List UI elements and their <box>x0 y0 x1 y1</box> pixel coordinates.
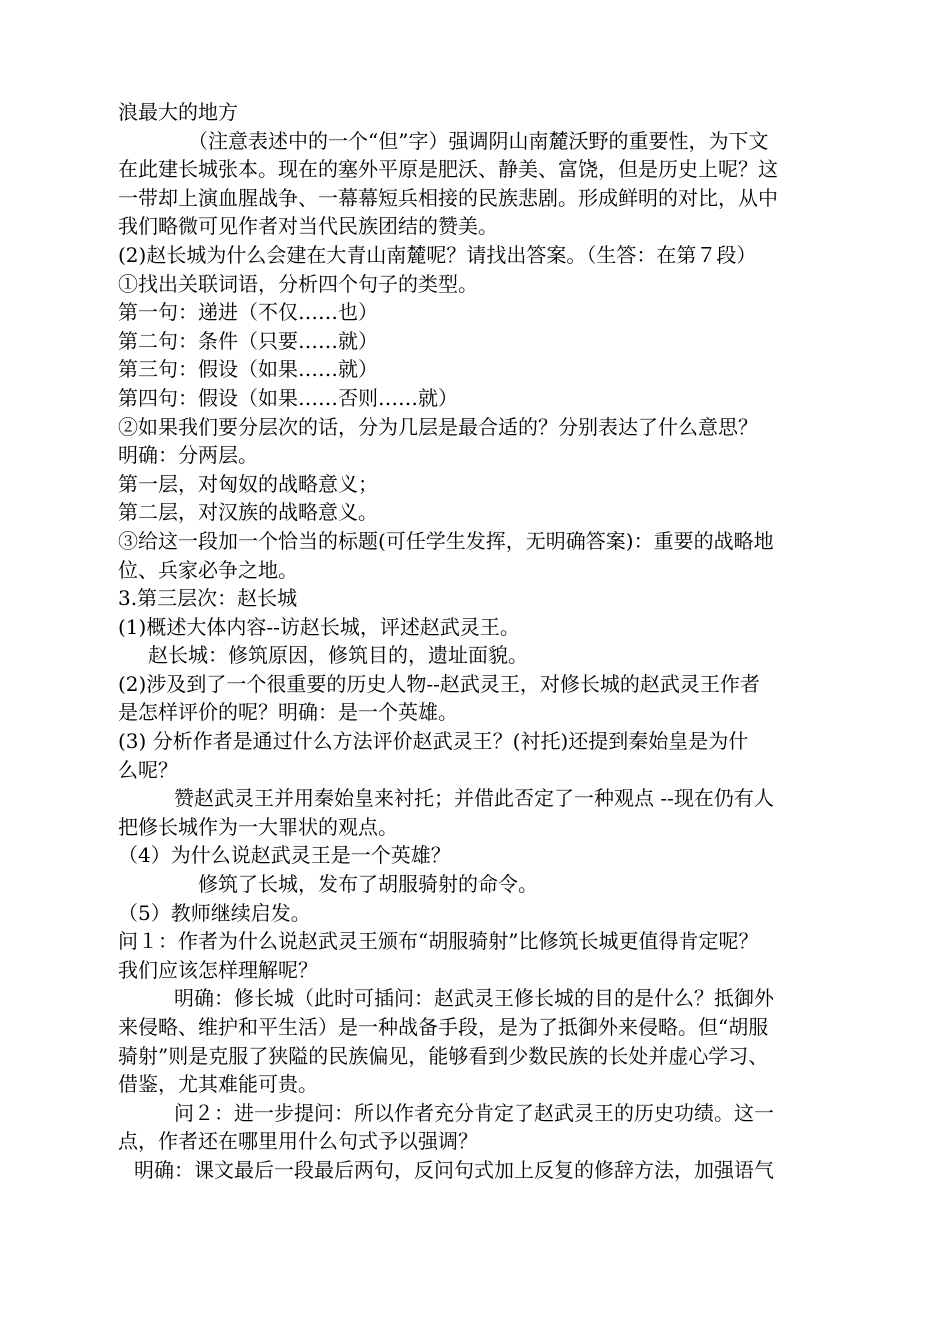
text-line: 第二句：条件（只要……就） <box>118 328 378 353</box>
document-page <box>118 98 834 1185</box>
text-line: 一带却上演血腥战争、一幕幕短兵相接的民族悲剧。形成鲜明的对比，从中 <box>118 185 778 210</box>
text-line: 问１：作者为什么说赵武灵王颁布“胡服骑射”比修筑长城更值得肯定呢？ <box>118 929 759 954</box>
text-line: （4）为什么说赵武灵王是一个英雄？ <box>118 843 451 868</box>
text-line: 明确：修长城（此时可插问：赵武灵王修长城的目的是什么？抵御外 <box>174 986 774 1011</box>
text-line: ①找出关联词语，分析四个句子的类型。 <box>118 271 478 296</box>
text-line: 明确：课文最后一段最后两句，反问句式加上反复的修辞方法，加强语气 <box>134 1157 774 1182</box>
text-line: 修筑了长城，发布了胡服骑射的命令。 <box>198 872 538 897</box>
text-line: ②如果我们要分层次的话，分为几层是最合适的？分别表达了什么意思？ <box>118 414 758 439</box>
text-line: (3) 分析作者是通过什么方法评价赵武灵王？(衬托)还提到秦始皇是为什 <box>118 729 749 754</box>
text-line: （5）教师继续启发。 <box>118 900 311 925</box>
text-line: 是怎样评价的呢？明确：是一个英雄。 <box>118 700 458 725</box>
text-line: 第一层，对匈奴的战略意义； <box>118 471 378 496</box>
text-line: 第三句：假设（如果……就） <box>118 357 378 382</box>
text-line: ③给这一段加一个恰当的标题(可任学生发挥，无明确答案)：重要的战略地 <box>118 528 774 553</box>
text-line: (2)赵长城为什么会建在大青山南麓呢？请找出答案。（生答：在第７段） <box>118 242 757 267</box>
text-line: 第四句：假设（如果……否则……就） <box>118 385 458 410</box>
text-line: (1)概述大体内容--访赵长城，评述赵武灵王。 <box>118 614 520 639</box>
text-line: 么呢？ <box>118 757 178 782</box>
text-line: 明确：分两层。 <box>118 443 258 468</box>
text-line: （注意表述中的一个“但”字）强调阴山南麓沃野的重要性，为下文 <box>188 128 769 153</box>
text-line: 第二层，对汉族的战略意义。 <box>118 500 378 525</box>
text-line: 借鉴，尤其难能可贵。 <box>118 1072 318 1097</box>
text-line: 问２：进一步提问：所以作者充分肯定了赵武灵王的历史功绩。这一 <box>174 1100 774 1125</box>
text-line: 我们应该怎样理解呢？ <box>118 957 318 982</box>
text-line: 第一句：递进（不仅……也） <box>118 300 378 325</box>
text-line: 骑射”则是克服了狭隘的民族偏见，能够看到少数民族的长处并虚心学习、 <box>118 1043 769 1068</box>
section-heading: 3.第三层次：赵长城 <box>118 586 298 611</box>
text-line: 浪最大的地方 <box>118 100 238 124</box>
text-line: 在此建长城张本。现在的塞外平原是肥沃、静美、富饶，但是历史上呢？这 <box>118 157 778 182</box>
text-line: 把修长城作为一大罪状的观点。 <box>118 814 398 839</box>
text-line: 位、兵家必争之地。 <box>118 557 298 582</box>
text-line: 赞赵武灵王并用秦始皇来衬托；并借此否定了一种观点 --现在仍有人 <box>174 786 774 811</box>
text-line: 来侵略、维护和平生活）是一种战备手段，是为了抵御外来侵略。但“胡服 <box>118 1015 769 1039</box>
text-line: 我们略微可见作者对当代民族团结的赞美。 <box>118 214 498 239</box>
text-line: 点，作者还在哪里用什么句式予以强调？ <box>118 1129 478 1154</box>
text-line: 赵长城：修筑原因，修筑目的，遗址面貌。 <box>148 643 528 668</box>
text-line: (2)涉及到了一个很重要的历史人物--赵武灵王，对修长城的赵武灵王作者 <box>118 671 760 696</box>
